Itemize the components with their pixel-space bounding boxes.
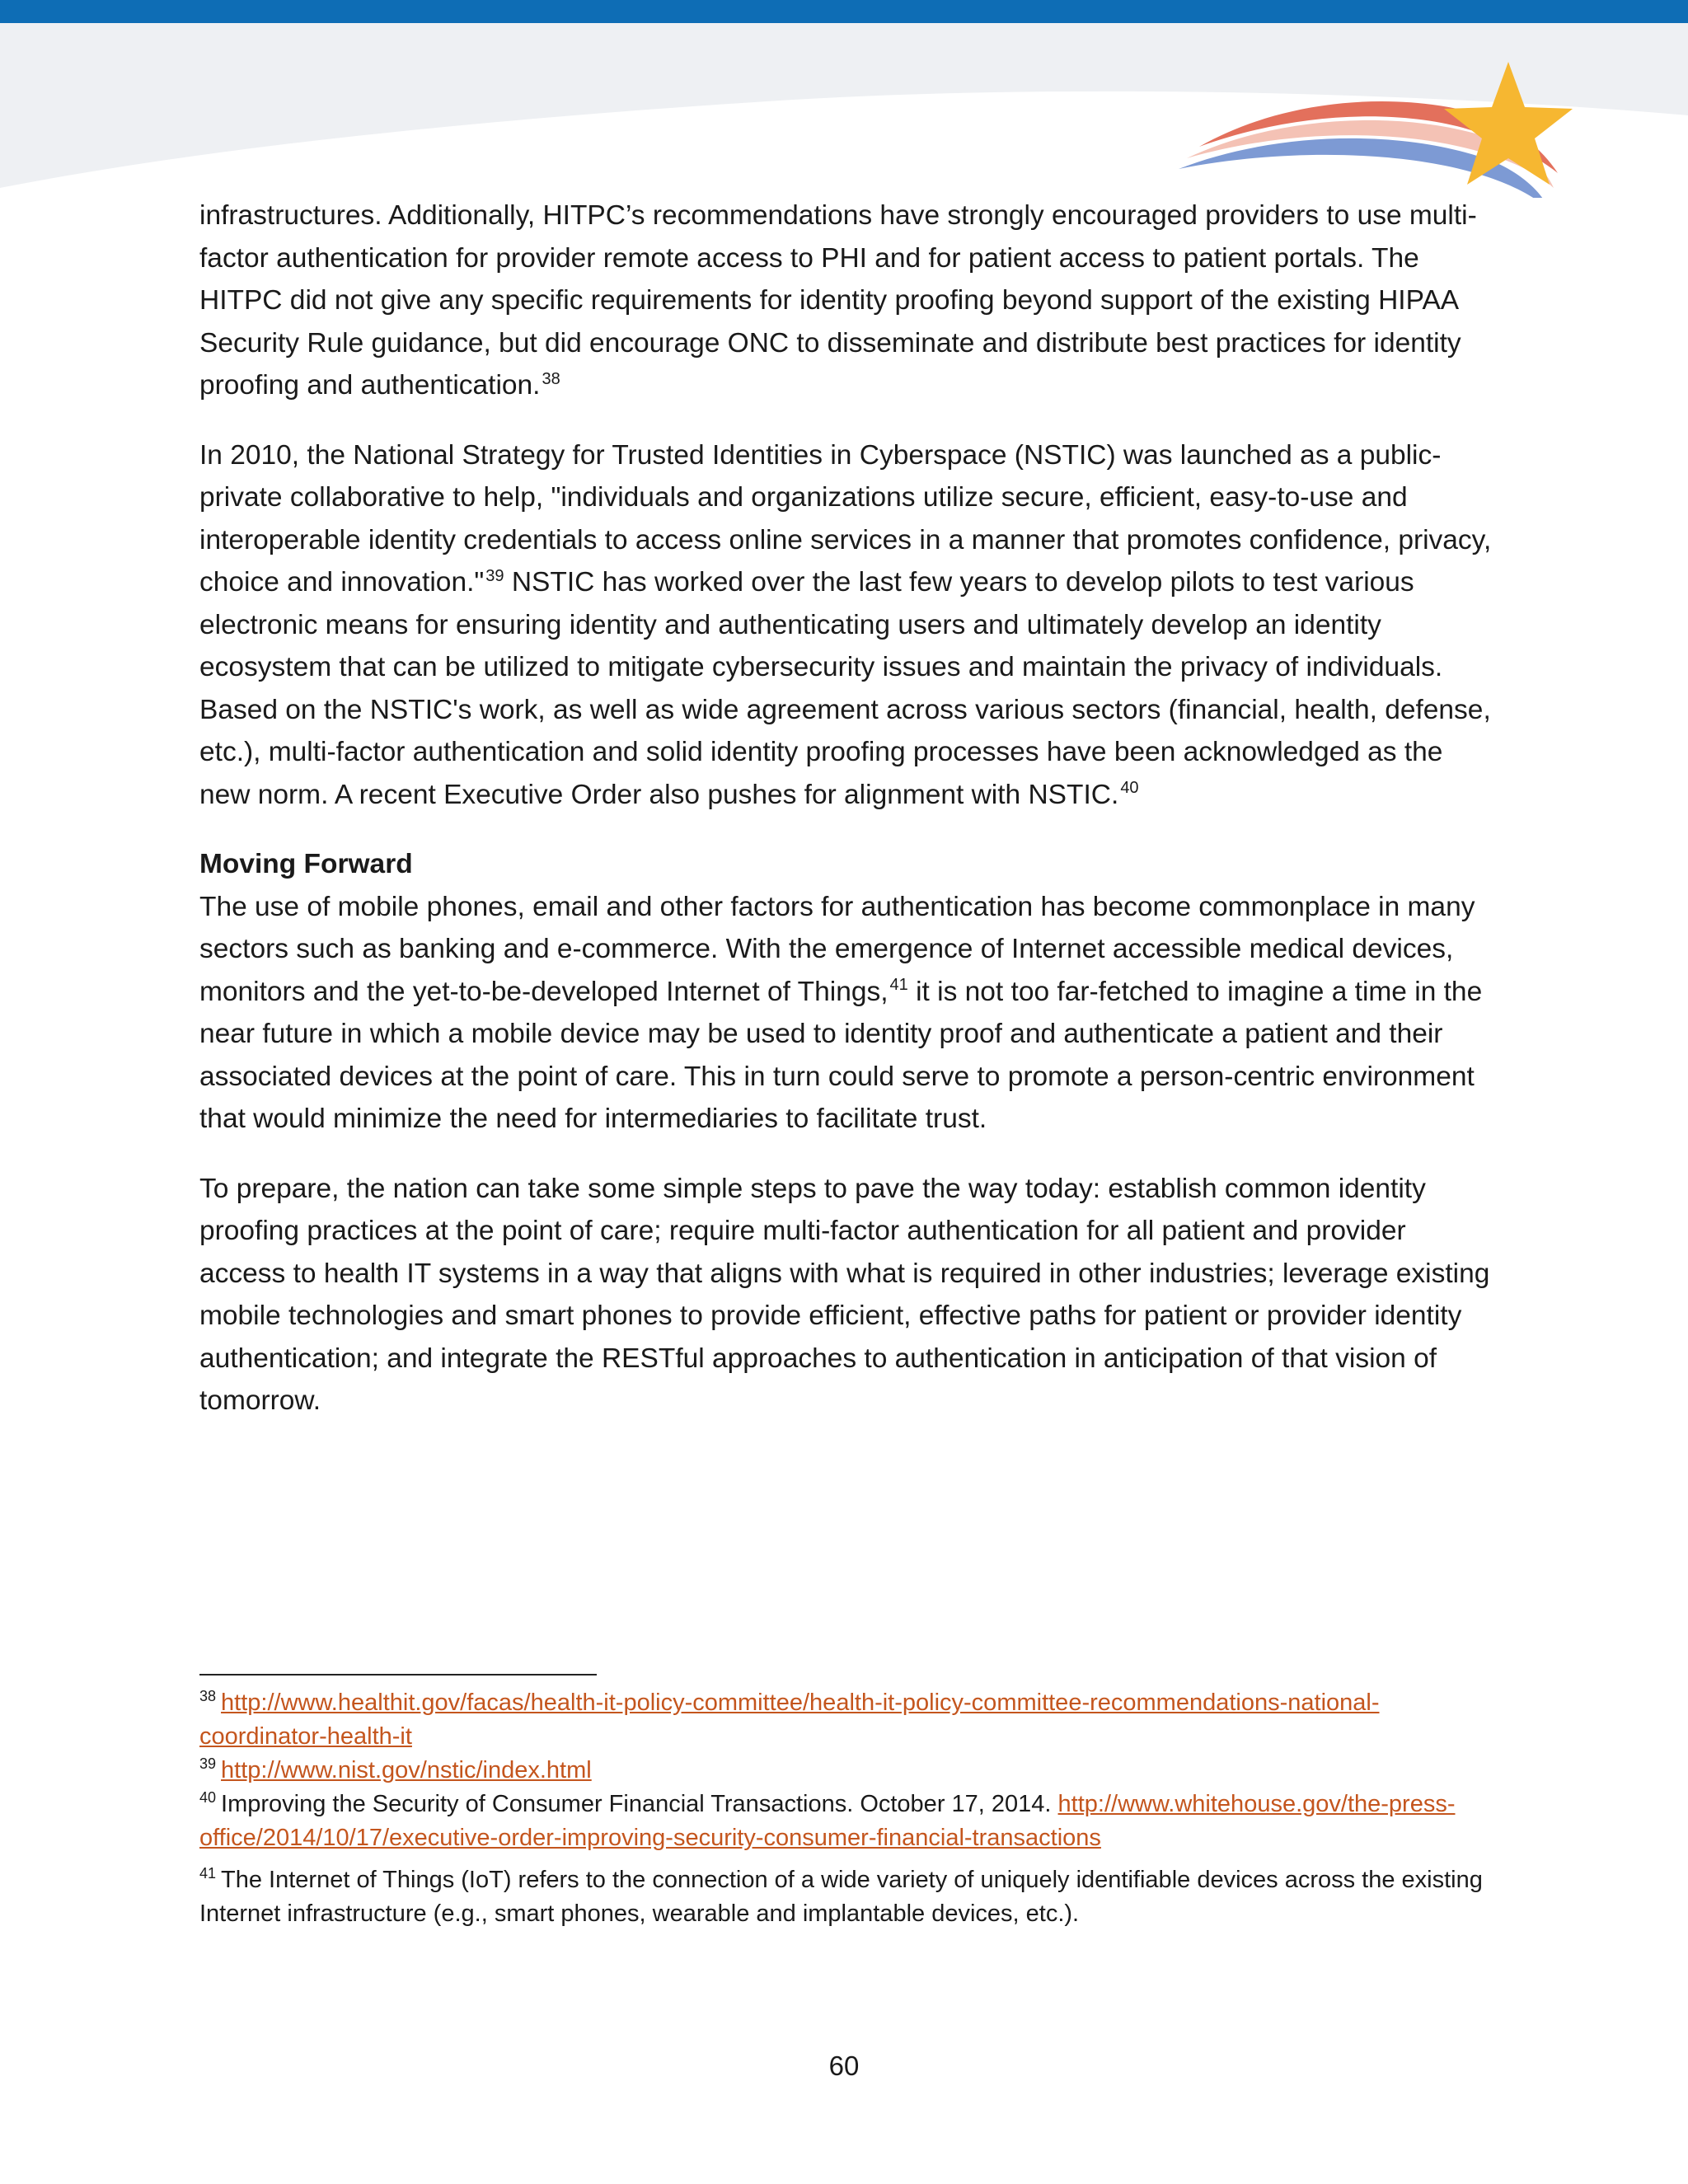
footnote-ref-40[interactable]: 40 xyxy=(1120,779,1139,798)
paragraph-nstic-text-b: NSTIC has worked over the last few years to develop pilots to test various electronic means for ensuring identity and authenticating users and ultimately develop an identity ecosystem that can be utilized to mitigate cybersecurity issues and maintain the privacy of individuals. Based on the NSTIC's work, as well as wide agreement across various sectors (financial, health, defense, etc.), multi-factor authentication and solid identity proofing processes have been acknowledged as the new norm. A recent Executive Order also pushes for alignment with NSTIC. xyxy=(199,567,1491,810)
paragraph-nstic-text-a: In 2010, the National Strategy for Trusted Identities in Cyberspace (NSTIC) was launched as a public-private collaborative to help, "individuals and organizations utilize secure, efficient, easy-to-use and interoperable identity credentials to access online services in a manner that promotes confidence, privacy, choice and innovation." xyxy=(199,439,1492,598)
page-header-decoration xyxy=(0,0,1688,198)
paragraph-moving-forward-text-a: The use of mobile phones, email and other factors for authentication has become commonplace in many sectors such as banking and e-commerce. With the emergence of Internet accessible medical devices, monitors and the yet-to-be-developed Internet of Things, xyxy=(199,891,1475,1007)
footnote-40-link[interactable]: http://www.whitehouse.gov/the-press-office/2014/10/17/executive-order-improving-security-consumer-financial-transactions xyxy=(199,1791,1456,1851)
paragraph-nstic xyxy=(199,434,1493,817)
page-number: 60 xyxy=(828,2050,860,2081)
paragraph-hitpc xyxy=(199,194,1493,407)
footnote-41 xyxy=(199,1863,1493,1931)
paragraph-moving-forward xyxy=(199,886,1493,1141)
paragraph-prepare xyxy=(199,1168,1493,1422)
paragraph-moving-forward-text-b: it is not too far-fetched to imagine a time in the near future in which a mobile device may be used to identity proof and authenticate a patient and their associated devices at the point of care. This in turn could serve to promote a person-centric environment that would minimize the need for intermediaries to facilitate trust. xyxy=(199,976,1483,1134)
footnote-38-link[interactable]: http://www.healthit.gov/facas/health-it-policy-committee/health-it-policy-committee-recommendations-national-coordinator-health-it xyxy=(199,1690,1380,1750)
footnotes xyxy=(199,1686,1493,1931)
footnote-number: 40 xyxy=(199,1789,217,1807)
document-body xyxy=(199,194,1493,1450)
footnote-41-text: The Internet of Things (IoT) refers to the connection of a wide variety of uniquely identifiable devices across the existing Internet infrastructure (e.g., smart phones, wearable and implantable devices, etc.). xyxy=(199,1867,1483,1927)
header-blue-bar xyxy=(0,0,1688,23)
footnote-39-link[interactable]: http://www.nist.gov/nstic/index.html xyxy=(221,1757,592,1783)
footnote-38 xyxy=(199,1686,1493,1754)
footnote-39 xyxy=(199,1754,1493,1788)
footnote-ref-41[interactable]: 41 xyxy=(889,976,908,995)
footnote-number: 41 xyxy=(199,1865,217,1882)
footnote-ref-39[interactable]: 39 xyxy=(485,566,504,585)
paragraph-prepare-text: To prepare, the nation can take some simple steps to pave the way today: establish common identity proofing practices at the point of care; require multi-factor authentication for all patient and provider access to health IT systems in a way that aligns with what is required in other industries; leverage existing mobile technologies and smart phones to provide efficient, effective paths for patient or provider identity authentication; and integrate the RESTful approaches to authentication in anticipation of that vision of tomorrow. xyxy=(199,1173,1490,1416)
footnote-ref-38[interactable]: 38 xyxy=(542,369,560,388)
footnote-40 xyxy=(199,1788,1493,1855)
footnote-separator xyxy=(199,1674,597,1675)
paragraph-hitpc-text: infrastructures. Additionally, HITPC’s recommendations have strongly encouraged providers to use multi-factor authentication for provider remote access to PHI and for patient access to patient portals. The HITPC did not give any specific requirements for identity proofing beyond support of the existing HIPAA Security Rule guidance, but did encourage ONC to disseminate and distribute best practices for identity proofing and authentication. xyxy=(199,200,1477,401)
section-heading: Moving Forward xyxy=(199,849,413,879)
footnote-40-text: Improving the Security of Consumer Financial Transactions. October 17, 2014. xyxy=(221,1791,1058,1817)
footnote-number: 39 xyxy=(199,1755,217,1773)
footnote-number: 38 xyxy=(199,1688,217,1705)
